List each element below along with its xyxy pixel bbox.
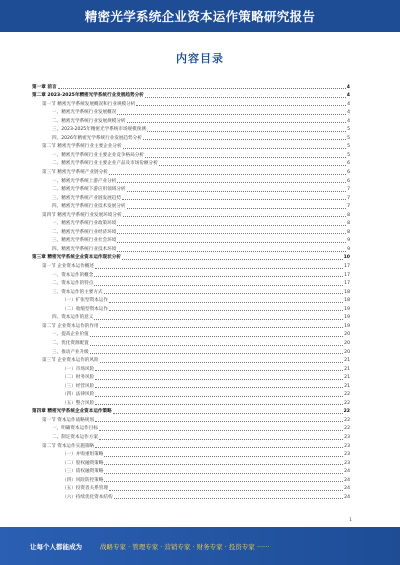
toc-entry-page: 22 — [343, 409, 350, 415]
toc-leader-dots — [95, 421, 343, 422]
toc-entry[interactable] — [32, 347, 350, 356]
toc-entry-page: 5 — [347, 135, 350, 141]
toc-leader-dots — [109, 302, 343, 303]
toc-entry[interactable] — [32, 458, 350, 467]
toc-leader-dots — [95, 396, 343, 397]
toc-leader-dots — [145, 157, 346, 158]
toc-entry[interactable] — [32, 321, 350, 330]
toc-entry-title: 四、精密光学系统行业技术发展分析 — [32, 204, 127, 210]
toc-entry[interactable] — [32, 125, 350, 134]
toc-leader-dots — [104, 293, 344, 294]
toc-entry-title: 第一节 资本运作战略规划 — [32, 418, 95, 424]
toc-entry-title: （五）整合风险 — [32, 401, 95, 407]
toc-leader-dots — [117, 251, 346, 252]
toc-leader-dots — [117, 233, 346, 234]
toc-entry[interactable] — [32, 185, 350, 194]
toc-entry[interactable] — [32, 116, 350, 125]
report-title: 精密光学系统企业资本运作策略研究报告 — [84, 9, 316, 24]
toc-entry-title: 二、资本运作的特点 — [32, 281, 94, 287]
toc-entry-title: 第二节 企业资本运作的作用 — [32, 324, 100, 330]
toc-entry-title: （一）市场风险 — [32, 367, 95, 373]
toc-entry[interactable] — [32, 210, 350, 219]
toc-entry-page: 6 — [347, 170, 350, 176]
report-header-banner — [0, 0, 400, 32]
toc-entry-page: 17 — [344, 264, 350, 270]
toc-leader-dots — [127, 122, 347, 123]
toc-entry[interactable] — [32, 373, 350, 382]
footer-expert-list: 战略专家 · 管理专家 · 营销专家 · 财务专家 · 投资专家 ······ — [100, 542, 270, 551]
toc-entry-page: 22 — [344, 426, 350, 432]
toc-entry-page: 21 — [344, 358, 350, 364]
toc-entry-title: 第二节 精密光学系统行业主要企业分析 — [32, 144, 123, 150]
toc-entry-title: 二、优化资源配置 — [32, 341, 90, 347]
toc-entry-title: 二、精密光学系统行业主要企业产品及市场份额分析 — [32, 161, 159, 167]
toc-entry-title: 一、资本运作的概念 — [32, 273, 94, 279]
toc-leader-dots — [147, 131, 346, 132]
toc-entry-page: 6 — [347, 178, 350, 184]
toc-entry-page: 22 — [344, 392, 350, 398]
toc-leader-dots — [104, 464, 343, 465]
toc-entry-page: 18 — [344, 289, 350, 295]
toc-entry[interactable] — [32, 484, 350, 493]
toc-entry-page: 19 — [344, 323, 350, 329]
toc-leader-dots — [113, 413, 343, 414]
toc-entry[interactable] — [32, 390, 350, 399]
toc-entry-title: 一、精密光学系统行业主要企业竞争格局分析 — [32, 153, 145, 159]
toc-entry-page: 21 — [344, 375, 350, 381]
toc-entry-page: 17 — [344, 272, 350, 278]
toc-leader-dots — [95, 268, 343, 269]
toc-entry-page: 22 — [344, 417, 350, 423]
toc-leader-dots — [145, 97, 346, 98]
toc-entry-title: 一、精密光学系统行业发展概况 — [32, 110, 117, 116]
toc-entry[interactable] — [32, 261, 350, 270]
toc-entry[interactable] — [32, 432, 350, 441]
toc-entry-title: 第一节 精密光学系统发展概况和行业规模分析 — [32, 102, 136, 108]
toc-entry-page: 4 — [346, 93, 350, 99]
toc-entry-page: 17 — [344, 281, 350, 287]
toc-entry[interactable] — [32, 167, 350, 176]
toc-entry-page: 10 — [343, 255, 350, 261]
toc-entry[interactable] — [32, 108, 350, 117]
toc-leader-dots — [94, 276, 343, 277]
toc-leader-dots — [94, 285, 343, 286]
toc-entry[interactable] — [32, 424, 350, 433]
toc-entry[interactable] — [32, 330, 350, 339]
toc-entry-title: （一）并购重组策略 — [32, 452, 104, 458]
toc-entry-page: 4 — [347, 118, 350, 124]
toc-leader-dots — [90, 353, 343, 354]
toc-entry[interactable] — [32, 313, 350, 322]
toc-entry-title: 第三节 企业资本运作的风险 — [32, 358, 100, 364]
toc-entry-title: 三、2023-2025年精密光学系统市场规模预测 — [32, 127, 147, 133]
toc-leader-dots — [90, 345, 343, 346]
toc-leader-dots — [117, 225, 346, 226]
toc-entry-page: 4 — [347, 110, 350, 116]
toc-entry-title: 一、精密光学系统行业政策环境 — [32, 221, 117, 227]
toc-leader-dots — [136, 105, 346, 106]
toc-entry-page: 5 — [347, 152, 350, 158]
toc-entry[interactable] — [32, 279, 350, 288]
toc-leader-dots — [104, 481, 343, 482]
toc-entry-page: 18 — [344, 298, 350, 304]
toc-entry[interactable] — [32, 304, 350, 313]
toc-entry[interactable] — [32, 227, 350, 236]
toc-entry-page: 21 — [344, 383, 350, 389]
toc-entry-title: 一、提高企业价值 — [32, 332, 90, 338]
toc-entry[interactable] — [32, 441, 350, 450]
page-number: 1 — [349, 518, 352, 523]
toc-entry-page: 23 — [344, 452, 350, 458]
toc-entry-title: 一、明确资本运作目标 — [32, 426, 99, 432]
toc-leader-dots — [123, 216, 347, 217]
toc-entry-page: 22 — [344, 400, 350, 406]
toc-entry-page: 20 — [344, 332, 350, 338]
toc-entry[interactable] — [32, 492, 350, 501]
toc-entry-page: 24 — [344, 486, 350, 492]
toc-entry[interactable] — [32, 91, 350, 100]
toc-entry-title: （五）投资者关系管理 — [32, 486, 109, 492]
toc-leader-dots — [104, 456, 343, 457]
toc-entry-title: 四、精密光学系统行业技术环境 — [32, 247, 117, 253]
toc-entry-title: （一）扩张型资本运作 — [32, 298, 109, 304]
toc-leader-dots — [159, 165, 346, 166]
toc-entry[interactable] — [32, 270, 350, 279]
toc-entry[interactable] — [32, 236, 350, 245]
toc-entry[interactable] — [32, 415, 350, 424]
toc-entry[interactable] — [32, 407, 350, 416]
toc-entry-page: 5 — [347, 144, 350, 150]
toc-entry[interactable] — [32, 82, 350, 91]
toc-entry[interactable] — [32, 133, 350, 142]
toc-entry-title: 三、精密光学系统产业链发展趋势 — [32, 196, 122, 202]
toc-entry-title: 三、资本运作的主要方式 — [32, 290, 104, 296]
toc-entry-title: （二）股权融资策略 — [32, 461, 104, 467]
toc-entry[interactable] — [32, 253, 350, 262]
toc-entry-page: 21 — [344, 366, 350, 372]
toc-entry[interactable] — [32, 475, 350, 484]
toc-entry-page: 20 — [344, 349, 350, 355]
toc-entry-title: （四）法律风险 — [32, 392, 95, 398]
toc-entry-title: （二）财务风险 — [32, 375, 95, 381]
toc-entry-page: 9 — [347, 246, 350, 252]
toc-entry-title: 第四节 精密光学系统行业发展环境分析 — [32, 213, 123, 219]
toc-entry-page: 23 — [344, 443, 350, 449]
toc-entry-page: 20 — [344, 340, 350, 346]
toc-entry-page: 19 — [344, 306, 350, 312]
toc-entry[interactable] — [32, 338, 350, 347]
toc-leader-dots — [95, 447, 343, 448]
toc-entry-title: 三、推动产业升级 — [32, 350, 90, 356]
toc-entry-title: 二、制定资本运作方案 — [32, 435, 99, 441]
toc-leader-dots — [99, 439, 343, 440]
toc-entry-title: 二、精密光学系统行业发展规模分析 — [32, 119, 127, 125]
toc-entry-title: 第三节 精密光学系统产业链分析 — [32, 170, 109, 176]
toc-leader-dots — [95, 379, 343, 380]
toc-entry-title: 第三章 精密光学系统企业资本运作现状分析 — [32, 255, 121, 261]
toc-entry-title: 第一节 企业资本运作概述 — [32, 264, 95, 270]
toc-entry-page: 8 — [347, 221, 350, 227]
toc-leader-dots — [95, 370, 343, 371]
toc-leader-dots — [100, 362, 344, 363]
toc-entry-page: 24 — [344, 494, 350, 500]
toc-heading: 内容目录 — [176, 52, 224, 65]
toc-leader-dots — [123, 148, 347, 149]
toc-entry[interactable] — [32, 364, 350, 373]
toc-entry[interactable] — [32, 159, 350, 168]
toc-leader-dots — [90, 336, 343, 337]
toc-entry[interactable] — [32, 219, 350, 228]
toc-leader-dots — [127, 208, 347, 209]
toc-leader-dots — [143, 139, 346, 140]
toc-entry-title: （四）风险防控策略 — [32, 478, 104, 484]
toc-entry-title: （三）经营风险 — [32, 384, 95, 390]
toc-entry-title: （六）持续优化资本结构 — [32, 495, 114, 501]
toc-leader-dots — [99, 430, 343, 431]
toc-leader-dots — [127, 191, 347, 192]
toc-entry[interactable] — [32, 450, 350, 459]
toc-entry-page: 9 — [347, 238, 350, 244]
toc-entry[interactable] — [32, 356, 350, 365]
toc-entry[interactable] — [32, 296, 350, 305]
toc-entry-page: 4 — [346, 84, 350, 90]
footer-slogan: 让每个人都能成为 — [30, 542, 82, 551]
toc-entry[interactable] — [32, 287, 350, 296]
toc-entry-title: 二、精密光学系统行业经济环境 — [32, 230, 117, 236]
table-of-contents — [32, 82, 350, 512]
toc-entry-page: 8 — [347, 212, 350, 218]
toc-leader-dots — [95, 404, 343, 405]
toc-entry[interactable] — [32, 244, 350, 253]
toc-leader-dots — [58, 88, 346, 89]
toc-entry[interactable] — [32, 202, 350, 211]
toc-entry-page: 7 — [347, 187, 350, 193]
toc-leader-dots — [114, 498, 344, 499]
toc-leader-dots — [122, 199, 346, 200]
toc-entry[interactable] — [32, 176, 350, 185]
toc-entry-page: 24 — [344, 469, 350, 475]
toc-entry-page: 23 — [344, 434, 350, 440]
toc-entry-page: 24 — [344, 477, 350, 483]
toc-entry-title: 四、2026年精密光学系统行业发展趋势分析 — [32, 136, 143, 142]
toc-entry-title: 三、精密光学系统行业社会环境 — [32, 238, 117, 244]
toc-entry[interactable] — [32, 150, 350, 159]
toc-entry-page: 23 — [344, 460, 350, 466]
toc-entry-page: 4 — [347, 101, 350, 107]
toc-entry-title: 第一章 前言 — [32, 84, 57, 90]
toc-leader-dots — [100, 327, 344, 328]
toc-leader-dots — [122, 259, 343, 260]
toc-entry-page: 8 — [347, 229, 350, 235]
toc-entry-page: 5 — [347, 127, 350, 133]
toc-leader-dots — [109, 490, 343, 491]
toc-leader-dots — [117, 114, 346, 115]
toc-leader-dots — [117, 182, 346, 183]
toc-entry-title: 第四章 精密光学系统企业资本运作策略 — [32, 409, 112, 415]
toc-entry-title: 二、精密光学系统下游应用领域分析 — [32, 187, 127, 193]
toc-entry[interactable] — [32, 142, 350, 151]
toc-leader-dots — [95, 387, 343, 388]
toc-entry-page: 7 — [347, 204, 350, 210]
toc-entry[interactable] — [32, 467, 350, 476]
toc-entry-title: （三）债权融资策略 — [32, 469, 104, 475]
toc-entry-title: 四、资本运作的意义 — [32, 315, 94, 321]
toc-leader-dots — [104, 473, 343, 474]
toc-entry-page: 6 — [347, 161, 350, 167]
toc-leader-dots — [109, 174, 346, 175]
toc-entry[interactable] — [32, 193, 350, 202]
toc-entry-title: 第二节 资本运作实施策略 — [32, 444, 95, 450]
toc-entry-title: （二）收缩型资本运作 — [32, 307, 109, 313]
toc-entry-title: 第二章 2023-2025年精密光学系统行业发展趋势分析 — [32, 93, 144, 99]
toc-entry-page: 7 — [347, 195, 350, 201]
toc-entry-title: 一、精密光学系统上游产业分析 — [32, 179, 117, 185]
toc-entry[interactable] — [32, 398, 350, 407]
toc-leader-dots — [109, 310, 343, 311]
toc-entry-page: 19 — [344, 315, 350, 321]
toc-entry[interactable] — [32, 99, 350, 108]
footer-banner — [0, 527, 400, 565]
toc-leader-dots — [117, 242, 346, 243]
toc-leader-dots — [94, 319, 343, 320]
toc-entry[interactable] — [32, 381, 350, 390]
